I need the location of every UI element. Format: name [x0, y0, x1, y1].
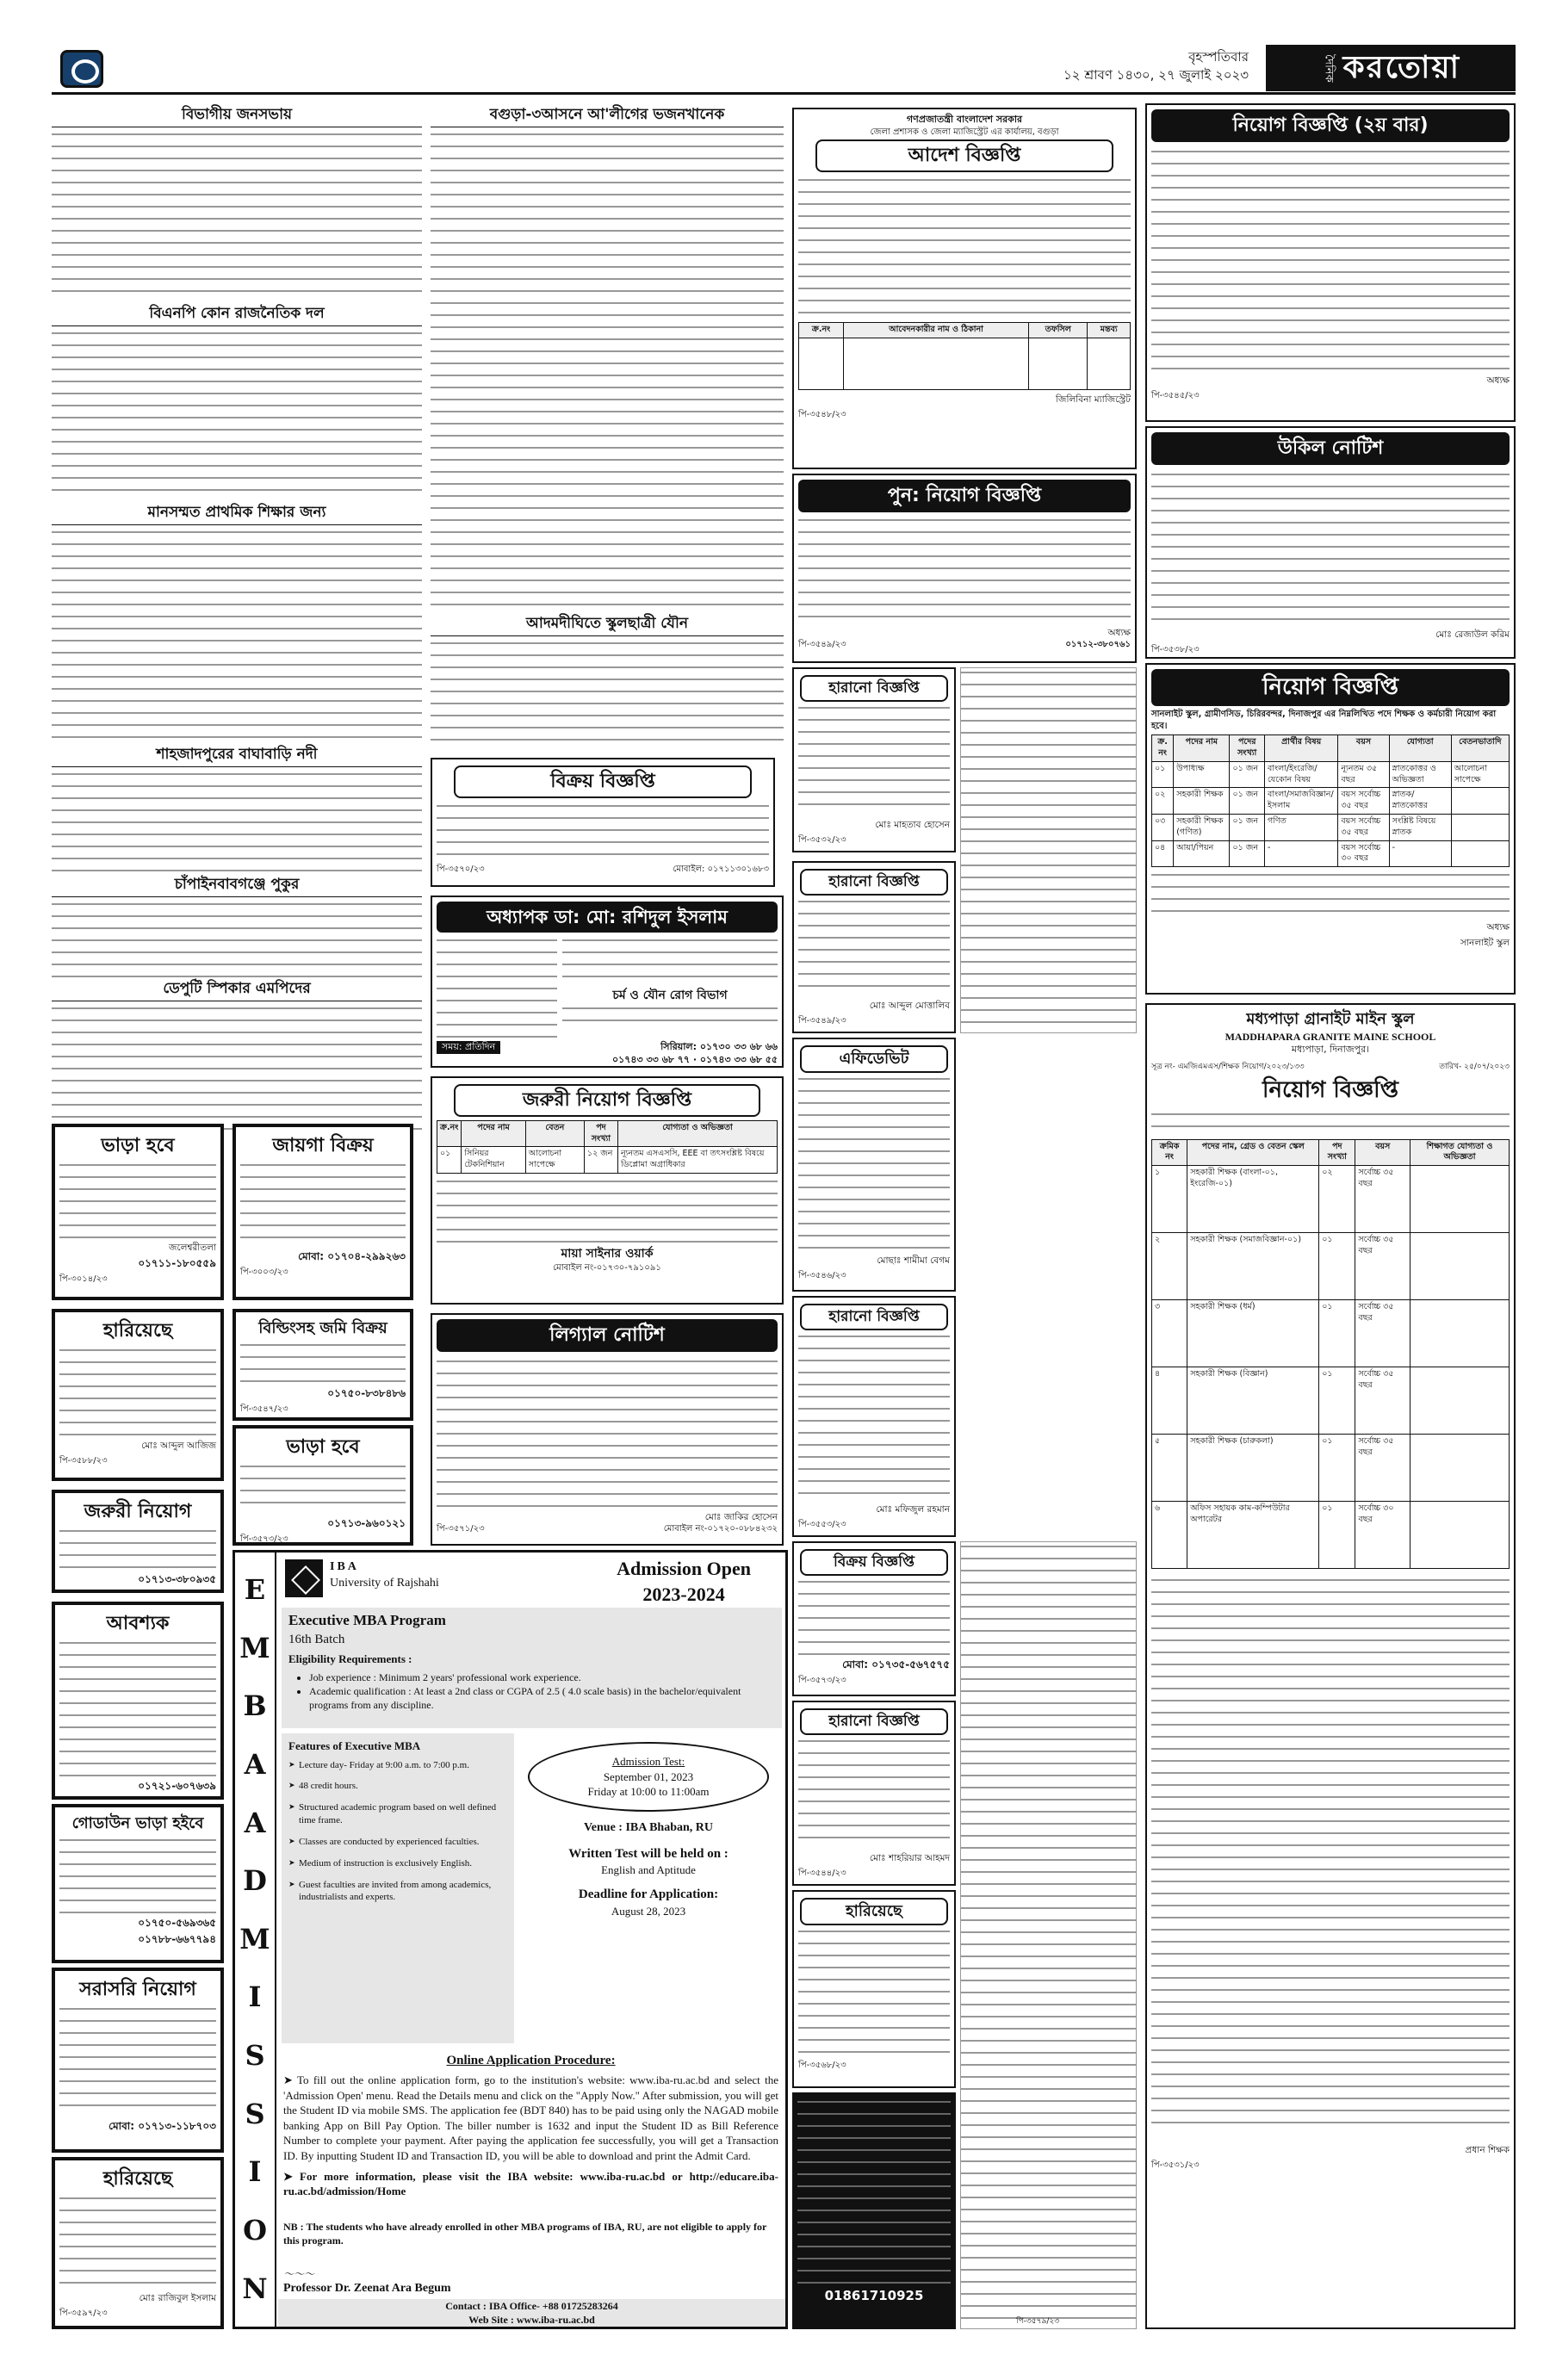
recruitment-notice-2nd: নিয়োগ বিজ্ঞপ্তি (২য় বার) অধ্যক্ষ পি-৩৫৪৫/২৩ [1145, 103, 1516, 422]
table-row: ৫ সহকারী শিক্ষক (চারুকলা) ০১ সর্বোচ্চ ৩৫ বছর [1152, 1435, 1510, 1502]
promo-ad: 01861710925 [792, 2092, 956, 2329]
article-text [52, 130, 422, 302]
urgent-recruitment-ad: জরুরী নিয়োগ বিজ্ঞপ্তি ক্র.নং পদের নাম বেতন পদ সংখ্যা যোগ্যতা ও অভিজ্ঞতা ০১ সিনিয়র টেকনিশিয়ান আলোচনা সাপেক্ষে ১২ জন ন্যূনতম এসএসসি, EEE বা তৎসংশ্লিষ্ট বিষয়ে ডিপ্লোমা অগ্রাধিকার মায়া সাইনার ওয়ার্ক মোবাইল নং-০১৭৩০-৭৯১০৯১ [431, 1076, 784, 1305]
article-title: শাহজাদপুরের বাঘাবাড়ি নদী [52, 745, 422, 767]
govt-order-notice: গণপ্রজাতন্ত্রী বাংলাদেশ সরকার জেলা প্রশাসক ও জেলা ম্যাজিস্ট্রেট এর কার্যালয়, বগুড়া আদেশ বিজ্ঞপ্তি ক্র.নং আবেদনকারীর নাম ও ঠিকানা তফসিল মন্তব্য জিলিবিনা ম্যাজিস্ট্রেট পি-৩৫৪৮/২৩ [792, 108, 1137, 469]
lost-ad-3: হারিয়েছে পি-৩৫৬৮/২৩ [792, 1890, 956, 2088]
sale-notice-ad: বিক্রয় বিজ্ঞপ্তি পি-৩৫৭০/২৩ মোবাইল: ০১৭১১৩০১৬৮৩ [431, 758, 775, 887]
godown-rent-ad: গোডাউন ভাড়া হইবে ০১৭৫০-৫৬৯৩৬৫ ০১৭৮৮-৬৬৭৭৯৪ [52, 1804, 224, 1963]
order-table: ক্র.নং আবেদনকারীর নাম ও ঠিকানা তফসিল মন্তব্য [798, 322, 1131, 390]
admission-test-info: Admission Test: September 01, 2023 Friday at 10:00 to 11:00am Venue : IBA Bhaban, RU Written Test will be held on : English and Aptitude Deadline for Application: August 28, 2023 [528, 1742, 769, 1918]
article-title: বিএনপি কোন রাজনৈতিক দল [52, 304, 422, 326]
article-text [52, 900, 422, 977]
granite-position-table: ক্রমিক নং পদের নাম, গ্রেড ও বেতন স্কেল পদ সংখ্যা বয়স শিক্ষাগত যোগ্যতা ও অভিজ্ঞতা ১ সহকারী শিক্ষক (বাংলা-০১, ইংরেজি-০১) ০২ সর্বোচ্চ ৩৫ বছর ২ সহকারী শিক্ষক (সমাজবিজ্ঞান-০১) ০১ সর্বোচ্চ ৩৫ বছর ৩ সহকারী শিক্ষক (ধর্ম) ০১ সর্বোচ্চ ৩৫ বছর ৪ সহকারী শিক্ষক (বিজ্ঞান) ০১ সর্বোচ্চ ৩৫ বছর ৫ সহকারী শিক্ষক (চারুকলা) ০১ সর্বোচ্চ ৩৫ বছর ৬ অফিস সহায়ক কাম-কম্পিউটার অপারেটর ০১ সর্বোচ্চ ৩০ বছর [1151, 1139, 1510, 1570]
emba-admission-vertical: E M B A A D M I S S I O N [235, 1553, 276, 2327]
article-text [52, 770, 422, 873]
rent-ad: ভাড়া হবে জলেশ্বরীতলা ০১৭১১-১৮০৫৫৯ পি-৩০১৪/২৩ [52, 1124, 224, 1300]
table-row: ০২ সহকারী শিক্ষক ০১ জন বাংলা/সমাজবিজ্ঞান/ইসলাম বয়স সর্বোচ্চ ৩৫ বছর স্নাতক/স্নাতকোত্তর [1152, 788, 1510, 815]
sale-notice-2: বিক্রয় বিজ্ঞপ্তি মোবা: ০১৭৩৫-৫৬৭৫৭৫ পি-৩৫৭৩/২৩ [792, 1541, 956, 1696]
sunlight-school-recruitment: নিয়োগ বিজ্ঞপ্তি সানলাইট স্কুল, গ্রামীণসিড, চিরিরবন্দর, দিনাজপুর এর নিম্নলিখিত পদে শিক্ষক ও কর্মচারী নিয়োগ করা হবে। ক্র. নং পদের নাম পদের সংখ্যা প্রার্থীর বিষয় বয়স যোগ্যতা বেতনভাতাদি ০১ উপাধ্যক্ষ ০১ জন বাংলা/ইংরেজি/যেকোন বিষয় ন্যূনতম ৩৫ বছর স্নাতকোত্তর ও অভিজ্ঞতা আলোচনা সাপেক্ষে ০২ সহকারী শিক্ষক ০১ জন বাংলা/সমাজবিজ্ঞান/ইসলাম বয়স সর্বোচ্চ ৩৫ বছর স্নাতক/স্নাতকোত্তর ০৩ সহকারী শিক্ষক (গণিত) ০১ জন গণিত বয়স সর্বোচ্চ ৩৫ বছর সংশ্লিষ্ট বিষয়ে স্নাতক ০৪ আয়া/পিয়ন ০১ জন - বয়স সর্বোচ্চ ৩০ বছর - অধ্যক্ষ সানলাইট স্কুল [1145, 663, 1516, 995]
application-procedure: Online Application Procedure: ➤ To fill out the online application form, go to the institution's website: www.iba-ru.ac.bd and select the 'Admission Open' menu. Read the Details menu and click on the "Apply Now." After submission, you will get the Student ID via mobile SMS. The application fee (BDT 840) has to be paid using only the NAGAD mobile banking App on Bill Pay Option. The biller number is 1632 and input the Student ID as Bill Reference Number to complete your payment. After paying the application fee successfully, you will get a Transaction ID. By inputting Student ID and Transaction ID, you will be able to download and print the Admit Card. ➤ For more information, please visit the IBA website: www.iba-ru.ac.bd or http://educare.iba-ru.ac.bd/admission/Home [283, 2054, 778, 2198]
lost-notice-4: হারানো বিজ্ঞপ্তি মোঃ শাহরিয়ার আহমদ পি-৩৫৪৪/২৩ [792, 1701, 956, 1886]
article-title: আদমদীঘিতে স্কুলছাত্রী যৌন [431, 614, 784, 636]
newspaper-logo-icon [60, 50, 103, 88]
article-title: বগুড়া-৩আসনে আ'লীগের ভজনখানেক [431, 105, 784, 127]
article-title: চাঁপাইনবাবগঞ্জে পুকুর [52, 875, 422, 897]
article-title: মানসম্মত প্রাথমিক শিক্ষার জন্য [52, 503, 422, 525]
lawyer-notice: উকিল নোটিশ মোঃ রেজাউল করিম পি-৩৫৩৮/২৩ [1145, 426, 1516, 659]
masthead-date: বৃহস্পতিবার ১২ শ্রাবণ ১৪৩০, ২৭ জুলাই ২০২৩ [1063, 49, 1249, 83]
table-row: ০৩ সহকারী শিক্ষক (গণিত) ০১ জন গণিত বয়স সর্বোচ্চ ৩৫ বছর সংশ্লিষ্ট বিষয়ে স্নাতক [1152, 814, 1510, 840]
newspaper-brand: দৈনিক করতোয়া [1266, 45, 1516, 91]
granite-school-recruitment: মধ্যপাড়া গ্রানাইট মাইন স্কুল MADDHAPARA GRANITE MAINE SCHOOL মধ্যপাড়া, দিনাজপুর। সূত্র নং- এমজিএমএস/শিক্ষক নিয়োগ/২০২৩/১৩৩ তারিখ- ২৫/০৭/২০২৩ নিয়োগ বিজ্ঞপ্তি ক্রমিক নং পদের নাম, গ্রেড ও বেতন স্কেল পদ সংখ্যা বয়স শিক্ষাগত যোগ্যতা ও অভিজ্ঞতা ১ সহকারী শিক্ষক (বাংলা-০১, ইংরেজি-০১) ০২ সর্বোচ্চ ৩৫ বছর ২ সহকারী শিক্ষক (সমাজবিজ্ঞান-০১) ০১ সর্বোচ্চ ৩৫ বছর ৩ সহকারী শিক্ষক (ধর্ম) ০১ সর্বোচ্চ ৩৫ বছর ৪ সহকারী শিক্ষক (বিজ্ঞান) ০১ সর্বোচ্চ ৩৫ বছর ৫ সহকারী শিক্ষক (চারুকলা) ০১ সর্বোচ্চ ৩৫ বছর ৬ অফিস সহায়ক কাম-কম্পিউটার অপারেটর ০১ সর্বোচ্চ ৩০ বছর প্রধান শিক্ষক পি-৩৫৩১/২৩ [1145, 1003, 1516, 2329]
table-row: ২ সহকারী শিক্ষক (সমাজবিজ্ঞান-০১) ০১ সর্বোচ্চ ৩৫ বছর [1152, 1233, 1510, 1300]
lost-notice-1: হারানো বিজ্ঞপ্তি মোঃ মাহতাব হোসেন পি-৩৫৩২/২৩ [792, 667, 956, 852]
article-text [52, 528, 422, 743]
masthead [52, 43, 1516, 95]
news-column-1 [52, 103, 422, 1119]
terms-text [1151, 1576, 1510, 2127]
article-title: বিভাগীয় জনসভায় [52, 105, 422, 127]
legal-notice-ad: লিগ্যাল নোটিশ মোঃ জাকির হোসেন পি-৩৫৭১/২৩ মোবাইল নং-০১৭২০-০৮৮৪২৩২ [431, 1313, 784, 1546]
ad-text [437, 802, 769, 864]
table-row: ১ সহকারী শিক্ষক (বাংলা-০১, ইংরেজি-০১) ০২ সর্বোচ্চ ৩৫ বছর [1152, 1166, 1510, 1233]
lost-ad: হারিয়েছে মোঃ আব্দুল আজিজ পি-৩৫৮৮/২৩ [52, 1309, 224, 1481]
lost-notice-3: হারানো বিজ্ঞপ্তি মোঃ মফিজুল রহমান পি-৩৫৫৩/২৩ [792, 1296, 956, 1537]
article-text [52, 329, 422, 501]
school-position-table: ক্র. নং পদের নাম পদের সংখ্যা প্রার্থীর বিষয় বয়স যোগ্যতা বেতনভাতাদি ০১ উপাধ্যক্ষ ০১ জন বাংলা/ইংরেজি/যেকোন বিষয় ন্যূনতম ৩৫ বছর স্নাতকোত্তর ও অভিজ্ঞতা আলোচনা সাপেক্ষে ০২ সহকারী শিক্ষক ০১ জন বাংলা/সমাজবিজ্ঞান/ইসলাম বয়স সর্বোচ্চ ৩৫ বছর স্নাতক/স্নাতকোত্তর ০৩ সহকারী শিক্ষক (গণিত) ০১ জন গণিত বয়স সর্বোচ্চ ৩৫ বছর সংশ্লিষ্ট বিষয়ে স্নাতক ০৪ আয়া/পিয়ন ০১ জন - বয়স সর্বোচ্চ ৩০ বছর - [1151, 734, 1510, 867]
features-panel: Features of Executive MBA ➤ Lecture day- Friday at 9:00 a.m. to 7:00 p.m. ➤ 48 credit hours. ➤ Structured academic program based on well defined time frame. ➤ Classes are conducted by experienced faculties. ➤ Medium of instruction is exclusively English. ➤ Guest faculties are invited from among academics, industrialists and experts. [282, 1733, 514, 2043]
land-sale-ad: জায়গা বিক্রয় মোবা: ০১৭০৪-২৯৯২৬৩ পি-৩০০৩/২৩ [232, 1124, 413, 1300]
direct-job-ad: সরাসরি নিয়োগ মোবা: ০১৭১৩-১১৮৭০৩ [52, 1968, 224, 2153]
article-title: ডেপুটি স্পিকার এমপিদের [52, 979, 422, 1001]
table-row: ৪ সহকারী শিক্ষক (বিজ্ঞান) ০১ সর্বোচ্চ ৩৫ বছর [1152, 1367, 1510, 1435]
affidavit-ad: এফিডেভিট মোছাঃ শামীমা বেগম পি-৩৫৪৬/২৩ [792, 1038, 956, 1292]
article-text [52, 1004, 422, 1133]
wanted-ad: আবশ্যক ০১৭২১-৬০৭৬৩৯ [52, 1602, 224, 1800]
iba-admission-ad: E M B A A D M I S S I O N IBA University of Rajshahi Admission Open 2023-2024 Executive MBA Program 16th Batch Eligibility Requirements : • Job experience : Minimum 2 years' professional work experience. • Academic qualification : At least a 2nd class or CGPA of 2.5 ( 4.0 scale basis) in the bachelor/equivalent programs from any discipline. Features of Executive MBA ➤ Lecture day- Friday at 9:00 a.m. to 7:00 p.m. ➤ 48 credit hours. ➤ Structured academic program based on well defined time frame. ➤ Classes are conducted by experienced faculties. ➤ Medium of instruction is exclusively English. ➤ Guest faculties are invited from among academics, industrialists and experts. Admission Test: September 01, 2023 Friday at 10:00 to 11:00am Venue : IBA Bhaban, RU Written Test will be held on : English and Aptitude Deadline for Application: August 28, 2023 Online Application Procedure: ➤ To fill out the online application form, go to the institution's website: www.iba-ru.ac.bd and select the 'Admission Open' menu. Read the Details menu and click on the "Apply Now." After submission, you will get the Student ID via mobile SMS. The application fee (BDT 840) has to be paid using only the NAGAD mobile banking App on Bill Pay Option. The biller number is 1632 and input the Student ID as Bill Reference Number to complete your payment. After paying the application fee successfully, you will get a Transaction ID. By inputting Student ID and Transaction ID, you will be able to download and print the Admit Card. ➤ For more information, please visit the IBA website: www.iba-ru.ac.bd or http://educare.iba-ru.ac.bd/admission/Home NB : The students who have already enrolled in other MBA programs of IBA, RU, are not eligible to apply for this program. ～～～ Professor Dr. Zeenat Ara Begum Contact : IBA Office- +88 01725283264 Web Site : www.iba-ru.ac.bd [232, 1550, 788, 2329]
contact-bar: Contact : IBA Office- +88 01725283264 Web Site : www.iba-ru.ac.bd [278, 2299, 785, 2327]
lost-ad-2: হারিয়েছে মোঃ রাজিবুল ইসলাম পি-৩৫৯৭/২৩ [52, 2157, 224, 2329]
lost-notice-2: হারানো বিজ্ঞপ্তি মোঃ আব্দুল মোত্তালিব পি-৩৫৪৯/২৩ [792, 861, 956, 1033]
article-text [431, 639, 784, 742]
table-row: ৩ সহকারী শিক্ষক (ধর্ম) ০১ সর্বোচ্চ ৩৫ বছর [1152, 1300, 1510, 1367]
re-recruitment-ad: পুন: নিয়োগ বিজ্ঞপ্তি অধ্যক্ষ পি-৩৫৪৯/২৩ ০১৭১২-৩৮০৭৬১ [792, 474, 1137, 663]
admission-heading: Admission Open 2023-2024 [617, 1558, 751, 1605]
director-signature: ～～～ Professor Dr. Zeenat Ara Begum [283, 2268, 451, 2296]
vertical-ad-strip [960, 667, 1137, 1033]
iba-logo-icon [285, 1559, 323, 1597]
urgent-job-ad: জরুরী নিয়োগ ০১৭১৩-৩৮০৯৩৫ [52, 1490, 224, 1593]
doctor-ad: অধ্যাপক ডা: মো: রশিদুল ইসলাম চর্ম ও যৌন রোগ বিভাগ সময়: প্রতিদিন সিরিয়াল: ০১৭৩০ ৩৩ ৬৮ ৬৬ ০১৭৪৩ ৩৩ ৬৮ ৭৭ · ০১৭৪৩ ৩৩ ৬৮ ৫৫ [431, 896, 784, 1068]
article-text [431, 130, 784, 612]
table-row: ৬ অফিস সহায়ক কাম-কম্পিউটার অপারেটর ০১ সর্বোচ্চ ৩০ বছর [1152, 1502, 1510, 1569]
building-sale-ad: বিল্ডিংসহ জমি বিক্রয় ০১৭৫০-৮৩৮৪৮৬ পি-৩৫৪৭/২৩ [232, 1309, 413, 1421]
iba-name: IBA University of Rajshahi [330, 1560, 439, 1590]
table-row: ০১ উপাধ্যক্ষ ০১ জন বাংলা/ইংরেজি/যেকোন বিষয় ন্যূনতম ৩৫ বছর স্নাতকোত্তর ও অভিজ্ঞতা আলোচনা সাপেক্ষে [1152, 761, 1510, 788]
program-panel: Executive MBA Program 16th Batch Eligibility Requirements : • Job experience : Minimum 2 years' professional work experience. • Academic qualification : At least a 2nd class or CGPA of 2.5 ( 4.0 scale basis) in the bachelor/equivalent programs from any discipline. [282, 1608, 782, 1728]
recruitment-table: ক্র.নং পদের নাম বেতন পদ সংখ্যা যোগ্যতা ও অভিজ্ঞতা ০১ সিনিয়র টেকনিশিয়ান আলোচনা সাপেক্ষে ১২ জন ন্যূনতম এসএসসি, EEE বা তৎসংশ্লিষ্ট বিষয়ে ডিপ্লোমা অগ্রাধিকার [437, 1120, 778, 1174]
news-column-2 [431, 103, 784, 758]
table-row: ০৪ আয়া/পিয়ন ০১ জন - বয়স সর্বোচ্চ ৩০ বছর - [1152, 840, 1510, 867]
vertical-ad-strip-2 [960, 1541, 1137, 2329]
rent-ad-2: ভাড়া হবে ০১৭১৩-৯৬০১২১ পি-৩৫৭৩/২৩ [232, 1425, 413, 1546]
